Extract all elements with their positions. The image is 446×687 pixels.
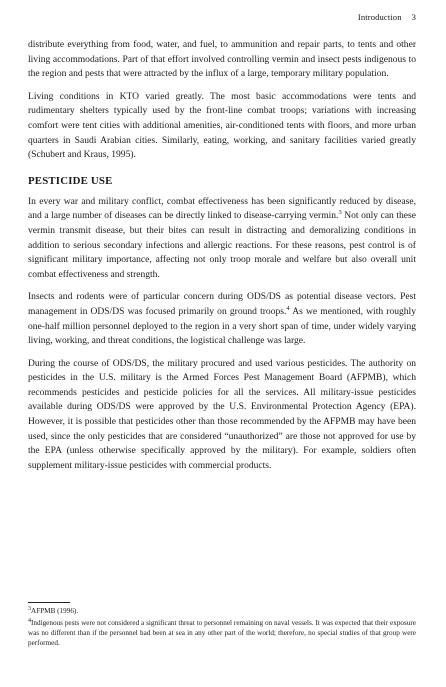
paragraph-4 [28,290,416,348]
footnote-4-text: Indigenous pests were not considered a significant threat to personnel remaining on naval vessels. It was expected that their exposure was no different than if the personnel had been at sea in any other part of the world; therefore, no special studies of that group were performed. [28,619,416,648]
footnote-3-text: AFPMB (1996). [31,607,79,615]
paragraph-4-text-b: As we mentioned, with roughly one-half million personnel deployed to the region in a very short span of time, under widely varying living, working, and threat conditions, the logistical challenge was large. [28,305,416,347]
footnote-divider [28,602,70,603]
footnote-ref-3: 3 [338,209,342,217]
paragraph-5: During the course of ODS/DS, the military procured and used various pesticides. The authority on pesticides in the U.S. military is the Armed Forces Pest Management Board (AFPMB), which recommends pesticides and pesticide policies for all the services. All military-issue pesticides available during ODS/DS were approved by the U.S. Environmental Protection Agency (EPA). However, it is possible that pesticides other than those recommended by the AFPMB may have been used, since the only pesticides that are considered “unauthorized” are those not approved for use by the EPA (unless otherwise specifically approved by the military). For example, soldiers often supplement military-issue pesticides with commercial products. [28,357,416,471]
paragraph-1: distribute everything from food, water, and fuel, to ammunition and repair parts, to tents and other living accommodations. Part of that effort involved controlling vermin and insect pests indigenous to the region and pests that were attracted by the influx of a large, temporary military population. [28,39,416,80]
page-number: 3 [411,12,416,22]
paragraph-4-text-a: Insects and rodents were of particular concern during ODS/DS as potential disease vectors. Pest management in ODS/DS was focused primarily on ground troops. [28,291,416,317]
footnote-3 [28,606,416,616]
section-heading: PESTICIDE USE [28,174,113,187]
paragraph-3-text-b: Not only can these vermin transmit disease, but their bites can result in distracting and demoralizing conditions in addition to serious secondary infections and allergic reactions. For these reasons, pest control is of significant military importance, affecting not only troop morale and welfare but also overall unit combat effectiveness and strength. [28,210,416,280]
paragraph-2: Living conditions in KTO varied greatly. The most basic accommodations were tents and rudimentary shelters typically used by the front-line combat troops; variations with increasing comfort were tent cities with additional amenities, air-conditioned tents with floors, and more urban quarters in Saudi Arabian cities. Similarly, eating, working, and sanitary facilities varied greatly (Schubert and Kraus, 1995). [28,90,416,161]
footnote-4 [28,618,416,649]
section-title: Introduction [357,12,402,22]
paragraph-3 [28,195,416,283]
footnote-4-number: 4 [28,618,31,624]
footnote-3-number: 3 [28,606,31,612]
paragraph-3-text-a: In every war and military conflict, combat effectiveness has been significantly reduced by disease, and a large number of diseases can be directly linked to disease-carrying vermin. [28,195,416,222]
body-text [28,38,416,481]
footnote-ref-4: 4 [286,304,290,312]
running-header [358,12,416,22]
